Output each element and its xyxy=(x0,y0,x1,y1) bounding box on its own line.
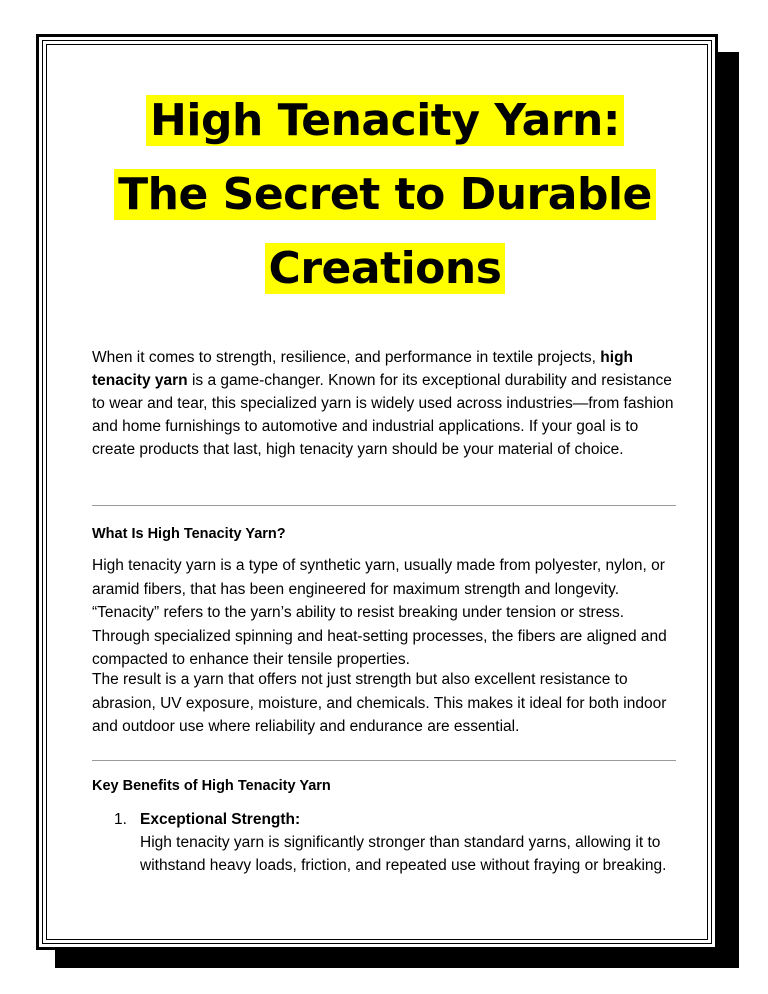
divider xyxy=(92,760,676,761)
title-line-3: Creations xyxy=(265,243,506,294)
section-heading-key-benefits: Key Benefits of High Tenacity Yarn xyxy=(92,778,331,794)
section-paragraph: High tenacity yarn is a type of synthetic yarn, usually made from polyester, nylon, or aramid fibers, that has been engineered for maximum strength and longevity. “Tenacity” refers to the yarn’s ability to resist breaking under tension or stress. Through specialized spinning and heat-setting processes, the fibers are aligned and compacted to enhance their tensile properties. xyxy=(92,557,667,668)
section-paragraph: The result is a yarn that offers not just strength but also excellent resistance to abrasion, UV exposure, moisture, and chemicals. This makes it ideal for both indoor and outdoor use where reliability and endurance are essential. xyxy=(92,671,667,735)
intro-bold-term: high tenacity yarn xyxy=(92,349,634,389)
document-title xyxy=(92,84,678,306)
intro-paragraph xyxy=(92,346,678,461)
list-item-number: 1. xyxy=(114,811,127,828)
section-heading-what-is: What Is High Tenacity Yarn? xyxy=(92,526,286,542)
list-item xyxy=(114,808,678,877)
divider xyxy=(92,505,676,506)
document-content xyxy=(92,84,678,874)
title-line-1: High Tenacity Yarn: xyxy=(146,95,624,146)
intro-text-after: is a game-changer. Known for its exceptional durability and resistance to wear and tear, this specialized yarn is widely used across industries—from fashion and home furnishings to automotive and industrial applications. If your goal is to create products that last, high tenacity yarn should be your material of choice. xyxy=(92,372,674,458)
list-item-text: High tenacity yarn is significantly stronger than standard yarns, allowing it to withstand heavy loads, friction, and repeated use without fraying or breaking. xyxy=(140,834,667,874)
title-line-2: The Secret to Durable xyxy=(114,169,656,220)
list-item-term: Exceptional Strength: xyxy=(140,811,301,828)
intro-text-before: When it comes to strength, resilience, and performance in textile projects, xyxy=(92,349,601,366)
benefits-list xyxy=(114,808,678,877)
